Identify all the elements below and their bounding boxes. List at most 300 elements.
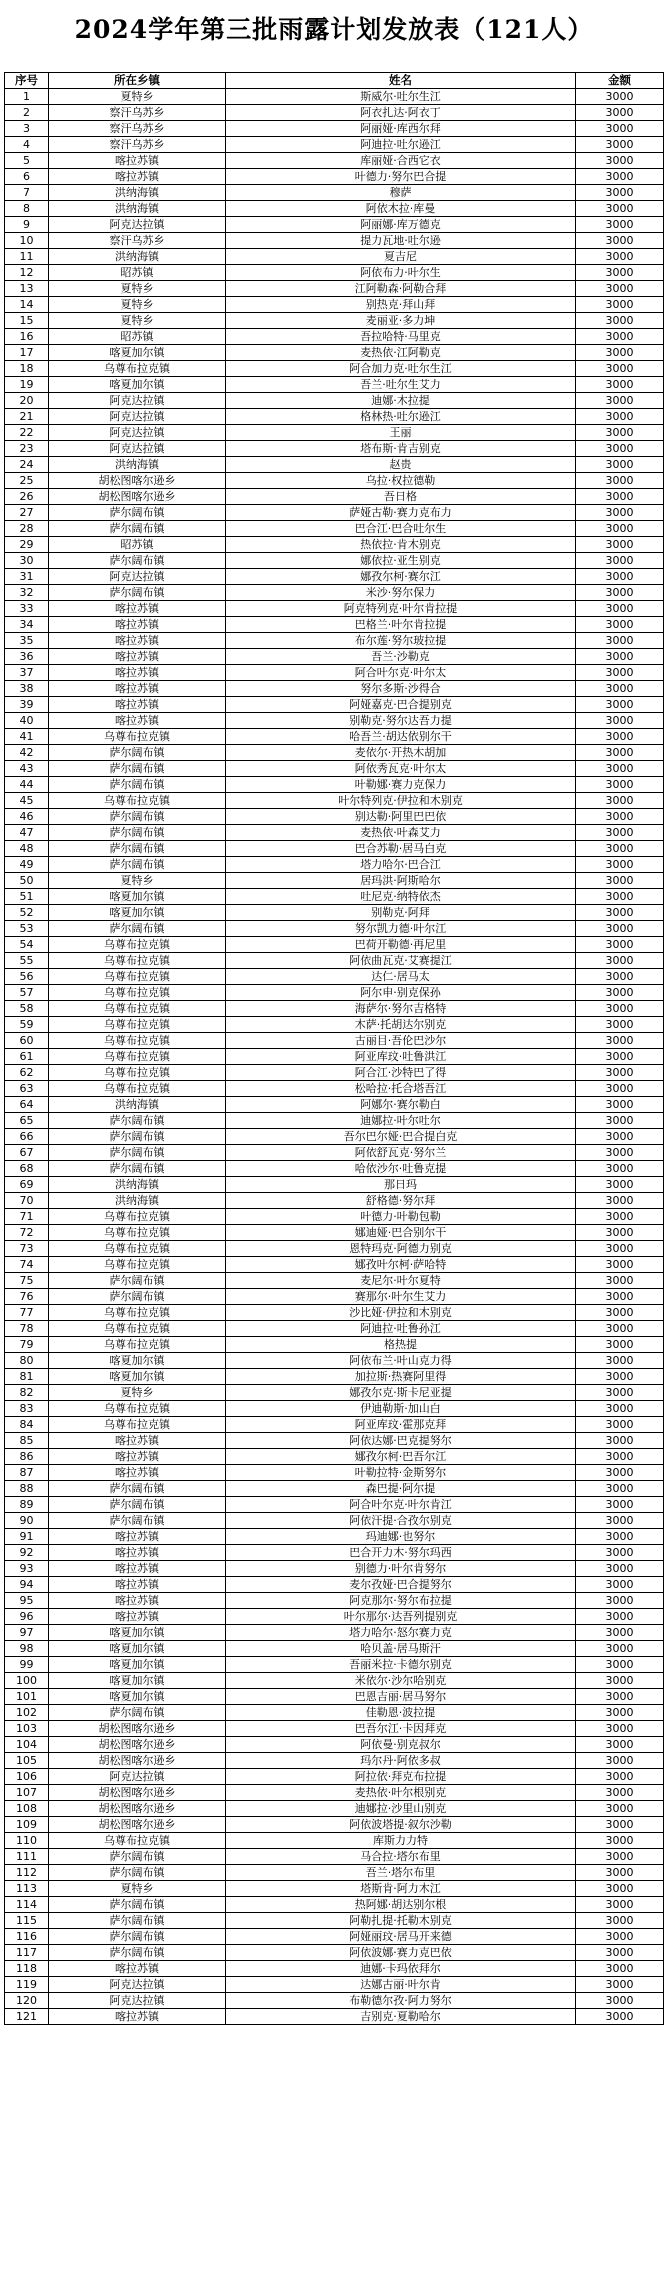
row-amount: 3000 <box>576 1929 664 1945</box>
row-name: 阿丽娅·库西尔拜 <box>226 121 576 137</box>
row-name: 古丽目·吾伦巴沙尔 <box>226 1033 576 1049</box>
row-amount: 3000 <box>576 569 664 585</box>
row-name: 吾兰·吐尔生艾力 <box>226 377 576 393</box>
row-name: 居玛洪·阿斯哈尔 <box>226 873 576 889</box>
row-amount: 3000 <box>576 1673 664 1689</box>
row-amount: 3000 <box>576 665 664 681</box>
row-number: 41 <box>5 729 49 745</box>
table-row <box>5 1401 664 1417</box>
row-name: 塔斯肯·阿力木江 <box>226 1881 576 1897</box>
row-name: 叶勒拉特·金斯努尔 <box>226 1465 576 1481</box>
table-row <box>5 921 664 937</box>
table-row <box>5 1049 664 1065</box>
row-amount: 3000 <box>576 1065 664 1081</box>
row-amount: 3000 <box>576 1721 664 1737</box>
row-town: 萨尔阔布镇 <box>49 521 226 537</box>
row-number: 109 <box>5 1817 49 1833</box>
row-number: 47 <box>5 825 49 841</box>
row-town: 萨尔阔布镇 <box>49 921 226 937</box>
row-number: 78 <box>5 1321 49 1337</box>
row-name: 格热提 <box>226 1337 576 1353</box>
row-amount: 3000 <box>576 1449 664 1465</box>
table-row <box>5 1209 664 1225</box>
row-name: 热阿娜·胡达别尔根 <box>226 1897 576 1913</box>
row-town: 喀夏加尔镇 <box>49 905 226 921</box>
row-amount: 3000 <box>576 1241 664 1257</box>
row-amount: 3000 <box>576 425 664 441</box>
row-name: 吾兰·塔尔布里 <box>226 1865 576 1881</box>
row-name: 叶德力·叶勒包勒 <box>226 1209 576 1225</box>
table-row <box>5 825 664 841</box>
row-number: 102 <box>5 1705 49 1721</box>
row-name: 阿娜尔·赛尔勒白 <box>226 1097 576 1113</box>
row-name: 阿克那尔·努尔布拉提 <box>226 1593 576 1609</box>
row-number: 99 <box>5 1657 49 1673</box>
table-row <box>5 121 664 137</box>
row-town: 萨尔阔布镇 <box>49 1865 226 1881</box>
row-number: 98 <box>5 1641 49 1657</box>
table-row <box>5 281 664 297</box>
row-number: 21 <box>5 409 49 425</box>
row-number: 101 <box>5 1689 49 1705</box>
table-row <box>5 953 664 969</box>
row-number: 8 <box>5 201 49 217</box>
row-town: 喀拉苏镇 <box>49 1433 226 1449</box>
row-town: 萨尔阔布镇 <box>49 1929 226 1945</box>
row-amount: 3000 <box>576 489 664 505</box>
row-name: 麦热依·江阿勒克 <box>226 345 576 361</box>
row-town: 喀拉苏镇 <box>49 665 226 681</box>
table-row <box>5 537 664 553</box>
row-name: 叶尔那尔·达吾列提别克 <box>226 1609 576 1625</box>
row-number: 67 <box>5 1145 49 1161</box>
row-number: 119 <box>5 1977 49 1993</box>
row-town: 萨尔阔布镇 <box>49 1129 226 1145</box>
row-name: 哈吾兰·胡达依别尔干 <box>226 729 576 745</box>
row-amount: 3000 <box>576 1705 664 1721</box>
row-amount: 3000 <box>576 681 664 697</box>
row-name: 吉别克·夏勒哈尔 <box>226 2009 576 2025</box>
row-town: 喀夏加尔镇 <box>49 1353 226 1369</box>
table-row <box>5 745 664 761</box>
row-number: 76 <box>5 1289 49 1305</box>
row-name: 阿娅嘉克·巴合提别克 <box>226 697 576 713</box>
table-row <box>5 601 664 617</box>
row-number: 24 <box>5 457 49 473</box>
row-number: 10 <box>5 233 49 249</box>
row-town: 乌尊布拉克镇 <box>49 1337 226 1353</box>
row-town: 喀拉苏镇 <box>49 1577 226 1593</box>
table-row <box>5 217 664 233</box>
row-town: 阿克达拉镇 <box>49 409 226 425</box>
table-row <box>5 377 664 393</box>
table-row <box>5 937 664 953</box>
row-amount: 3000 <box>576 1737 664 1753</box>
row-number: 90 <box>5 1513 49 1529</box>
row-name: 阿依秀瓦克·叶尔太 <box>226 761 576 777</box>
row-amount: 3000 <box>576 377 664 393</box>
row-name: 阿尔申·别克保孙 <box>226 985 576 1001</box>
table-row <box>5 1593 664 1609</box>
row-name: 阿依波娜·赛力克巴依 <box>226 1945 576 1961</box>
row-name: 娜孜叶尔柯·萨哈特 <box>226 1257 576 1273</box>
table-row <box>5 1225 664 1241</box>
row-number: 9 <box>5 217 49 233</box>
row-town: 洪纳海镇 <box>49 1097 226 1113</box>
row-town: 夏特乡 <box>49 89 226 105</box>
table-row <box>5 1337 664 1353</box>
row-number: 95 <box>5 1593 49 1609</box>
row-amount: 3000 <box>576 89 664 105</box>
row-name: 乌拉·权拉德勒 <box>226 473 576 489</box>
row-number: 113 <box>5 1881 49 1897</box>
row-amount: 3000 <box>576 1177 664 1193</box>
row-name: 叶勒娜·赛力克保力 <box>226 777 576 793</box>
row-name: 塔力哈尔·巴合江 <box>226 857 576 873</box>
row-amount: 3000 <box>576 1561 664 1577</box>
row-name: 努尔多斯·沙得合 <box>226 681 576 697</box>
row-town: 阿克达拉镇 <box>49 1769 226 1785</box>
table-row <box>5 681 664 697</box>
row-amount: 3000 <box>576 1945 664 1961</box>
table-row <box>5 649 664 665</box>
table-row <box>5 841 664 857</box>
table-row <box>5 1177 664 1193</box>
row-name: 松哈拉·托合塔吾江 <box>226 1081 576 1097</box>
header-no: 序号 <box>5 73 49 89</box>
row-name: 达娜古丽·叶尔肯 <box>226 1977 576 1993</box>
row-number: 32 <box>5 585 49 601</box>
row-number: 97 <box>5 1625 49 1641</box>
row-amount: 3000 <box>576 1497 664 1513</box>
row-name: 森巴提·阿尔提 <box>226 1481 576 1497</box>
row-number: 70 <box>5 1193 49 1209</box>
row-number: 108 <box>5 1801 49 1817</box>
table-row <box>5 1929 664 1945</box>
row-amount: 3000 <box>576 1513 664 1529</box>
table-row <box>5 185 664 201</box>
row-amount: 3000 <box>576 1369 664 1385</box>
row-amount: 3000 <box>576 233 664 249</box>
table-row <box>5 1273 664 1289</box>
row-town: 乌尊布拉克镇 <box>49 1209 226 1225</box>
row-name: 巴荷开勒德·再尼里 <box>226 937 576 953</box>
table-row <box>5 1017 664 1033</box>
row-amount: 3000 <box>576 1753 664 1769</box>
row-town: 萨尔阔布镇 <box>49 761 226 777</box>
row-number: 62 <box>5 1065 49 1081</box>
row-amount: 3000 <box>576 1097 664 1113</box>
table-row <box>5 457 664 473</box>
row-town: 乌尊布拉克镇 <box>49 793 226 809</box>
row-number: 84 <box>5 1417 49 1433</box>
row-name: 米沙·努尔保力 <box>226 585 576 601</box>
row-town: 洪纳海镇 <box>49 185 226 201</box>
row-name: 巴恩吉丽·居马努尔 <box>226 1689 576 1705</box>
row-amount: 3000 <box>576 105 664 121</box>
row-name: 迪娜·卡玛依拜尔 <box>226 1961 576 1977</box>
table-row <box>5 761 664 777</box>
row-amount: 3000 <box>576 617 664 633</box>
row-name: 阿依布力·叶尔生 <box>226 265 576 281</box>
row-name: 麦丽亚·多力坤 <box>226 313 576 329</box>
row-town: 夏特乡 <box>49 1385 226 1401</box>
table-row <box>5 153 664 169</box>
row-number: 39 <box>5 697 49 713</box>
row-town: 胡松图喀尔逊乡 <box>49 1817 226 1833</box>
row-amount: 3000 <box>576 745 664 761</box>
table-row <box>5 1577 664 1593</box>
row-amount: 3000 <box>576 217 664 233</box>
table-row <box>5 2009 664 2025</box>
row-amount: 3000 <box>576 281 664 297</box>
row-amount: 3000 <box>576 1609 664 1625</box>
row-number: 42 <box>5 745 49 761</box>
row-town: 喀拉苏镇 <box>49 1465 226 1481</box>
row-town: 阿克达拉镇 <box>49 1977 226 1993</box>
row-town: 乌尊布拉克镇 <box>49 729 226 745</box>
row-name: 娜依拉·亚生别克 <box>226 553 576 569</box>
row-number: 96 <box>5 1609 49 1625</box>
row-number: 54 <box>5 937 49 953</box>
row-amount: 3000 <box>576 313 664 329</box>
row-name: 麦热依·叶森艾力 <box>226 825 576 841</box>
row-amount: 3000 <box>576 1129 664 1145</box>
row-amount: 3000 <box>576 1529 664 1545</box>
table-row <box>5 1465 664 1481</box>
row-amount: 3000 <box>576 1801 664 1817</box>
row-number: 13 <box>5 281 49 297</box>
row-amount: 3000 <box>576 1433 664 1449</box>
row-amount: 3000 <box>576 937 664 953</box>
row-name: 阿依曲瓦克·艾赛提江 <box>226 953 576 969</box>
row-town: 阿克达拉镇 <box>49 441 226 457</box>
row-number: 12 <box>5 265 49 281</box>
row-town: 乌尊布拉克镇 <box>49 1033 226 1049</box>
row-town: 喀拉苏镇 <box>49 681 226 697</box>
table-row <box>5 1449 664 1465</box>
table-row <box>5 729 664 745</box>
table-row <box>5 569 664 585</box>
row-name: 玛迪娜·也努尔 <box>226 1529 576 1545</box>
row-number: 104 <box>5 1737 49 1753</box>
row-name: 塔布斯·肯吉别克 <box>226 441 576 457</box>
row-number: 15 <box>5 313 49 329</box>
row-amount: 3000 <box>576 1993 664 2009</box>
row-number: 89 <box>5 1497 49 1513</box>
table-row <box>5 1737 664 1753</box>
table-row <box>5 329 664 345</box>
row-name: 努尔凯力德·叶尔江 <box>226 921 576 937</box>
row-number: 27 <box>5 505 49 521</box>
row-number: 61 <box>5 1049 49 1065</box>
row-number: 31 <box>5 569 49 585</box>
row-town: 萨尔阔布镇 <box>49 505 226 521</box>
row-number: 38 <box>5 681 49 697</box>
table-row <box>5 585 664 601</box>
row-town: 喀夏加尔镇 <box>49 345 226 361</box>
table-row <box>5 1801 664 1817</box>
row-town: 喀拉苏镇 <box>49 1593 226 1609</box>
row-number: 56 <box>5 969 49 985</box>
table-row <box>5 1257 664 1273</box>
row-name: 佳勒恩·波拉提 <box>226 1705 576 1721</box>
row-name: 叶德力·努尔巴合提 <box>226 169 576 185</box>
row-number: 69 <box>5 1177 49 1193</box>
row-amount: 3000 <box>576 873 664 889</box>
row-amount: 3000 <box>576 121 664 137</box>
table-row <box>5 713 664 729</box>
row-number: 49 <box>5 857 49 873</box>
row-number: 35 <box>5 633 49 649</box>
table-row <box>5 505 664 521</box>
row-town: 察汗乌苏乡 <box>49 233 226 249</box>
row-name: 巴吾尔江·卡因拜克 <box>226 1721 576 1737</box>
row-number: 17 <box>5 345 49 361</box>
row-town: 乌尊布拉克镇 <box>49 1017 226 1033</box>
row-amount: 3000 <box>576 1401 664 1417</box>
table-row <box>5 1641 664 1657</box>
row-town: 萨尔阔布镇 <box>49 1161 226 1177</box>
row-town: 喀夏加尔镇 <box>49 1641 226 1657</box>
table-row <box>5 1753 664 1769</box>
row-town: 喀拉苏镇 <box>49 1529 226 1545</box>
row-amount: 3000 <box>576 153 664 169</box>
table-row <box>5 1529 664 1545</box>
row-amount: 3000 <box>576 2009 664 2025</box>
row-amount: 3000 <box>576 1913 664 1929</box>
row-number: 120 <box>5 1993 49 2009</box>
row-town: 喀夏加尔镇 <box>49 1657 226 1673</box>
row-amount: 3000 <box>576 1001 664 1017</box>
row-amount: 3000 <box>576 201 664 217</box>
row-amount: 3000 <box>576 1961 664 1977</box>
row-number: 53 <box>5 921 49 937</box>
row-town: 胡松图喀尔逊乡 <box>49 1737 226 1753</box>
row-number: 85 <box>5 1433 49 1449</box>
row-town: 胡松图喀尔逊乡 <box>49 473 226 489</box>
row-number: 65 <box>5 1113 49 1129</box>
row-amount: 3000 <box>576 1353 664 1369</box>
row-number: 71 <box>5 1209 49 1225</box>
row-number: 2 <box>5 105 49 121</box>
row-number: 28 <box>5 521 49 537</box>
table-row <box>5 1945 664 1961</box>
row-name: 阿合加力克·吐尔生江 <box>226 361 576 377</box>
row-town: 萨尔阔布镇 <box>49 857 226 873</box>
row-town: 萨尔阔布镇 <box>49 1913 226 1929</box>
row-name: 阿合叶尔克·叶尔太 <box>226 665 576 681</box>
row-name: 王丽 <box>226 425 576 441</box>
row-name: 江阿勒森·阿勒合拜 <box>226 281 576 297</box>
table-row <box>5 169 664 185</box>
row-town: 乌尊布拉克镇 <box>49 937 226 953</box>
row-amount: 3000 <box>576 185 664 201</box>
row-amount: 3000 <box>576 985 664 1001</box>
row-name: 赵贵 <box>226 457 576 473</box>
row-amount: 3000 <box>576 1545 664 1561</box>
row-town: 萨尔阔布镇 <box>49 1945 226 1961</box>
row-town: 洪纳海镇 <box>49 249 226 265</box>
row-number: 1 <box>5 89 49 105</box>
row-town: 萨尔阔布镇 <box>49 1705 226 1721</box>
row-name: 阿依舒瓦克·努尔兰 <box>226 1145 576 1161</box>
row-amount: 3000 <box>576 1593 664 1609</box>
row-name: 巴合开力木·努尔玛西 <box>226 1545 576 1561</box>
table-row <box>5 1609 664 1625</box>
table-row <box>5 1865 664 1881</box>
row-amount: 3000 <box>576 1625 664 1641</box>
row-number: 4 <box>5 137 49 153</box>
row-number: 106 <box>5 1769 49 1785</box>
row-name: 阿拉依·拜克布拉提 <box>226 1769 576 1785</box>
table-row <box>5 809 664 825</box>
row-town: 喀拉苏镇 <box>49 633 226 649</box>
table-row <box>5 1721 664 1737</box>
row-amount: 3000 <box>576 521 664 537</box>
table-row <box>5 1385 664 1401</box>
row-town: 乌尊布拉克镇 <box>49 969 226 985</box>
row-amount: 3000 <box>576 1209 664 1225</box>
row-name: 布尔莲·努尔玻拉提 <box>226 633 576 649</box>
row-amount: 3000 <box>576 441 664 457</box>
table-row <box>5 265 664 281</box>
row-town: 阿克达拉镇 <box>49 217 226 233</box>
table-row <box>5 1113 664 1129</box>
row-name: 娜迪娅·巴合别尔干 <box>226 1225 576 1241</box>
row-town: 夏特乡 <box>49 313 226 329</box>
table-row <box>5 889 664 905</box>
table-row <box>5 777 664 793</box>
row-town: 萨尔阔布镇 <box>49 1497 226 1513</box>
row-town: 阿克达拉镇 <box>49 1993 226 2009</box>
row-town: 察汗乌苏乡 <box>49 121 226 137</box>
table-row <box>5 873 664 889</box>
row-name: 阿依木拉·库曼 <box>226 201 576 217</box>
row-name: 舒格德·努尔拜 <box>226 1193 576 1209</box>
row-name: 达仁·居马太 <box>226 969 576 985</box>
row-number: 117 <box>5 1945 49 1961</box>
row-name: 迪娜拉·叶尔吐尔 <box>226 1113 576 1129</box>
row-number: 110 <box>5 1833 49 1849</box>
row-town: 喀夏加尔镇 <box>49 377 226 393</box>
row-amount: 3000 <box>576 1193 664 1209</box>
table-row <box>5 665 664 681</box>
row-number: 30 <box>5 553 49 569</box>
row-amount: 3000 <box>576 889 664 905</box>
row-town: 胡松图喀尔逊乡 <box>49 1785 226 1801</box>
table-row <box>5 1625 664 1641</box>
row-amount: 3000 <box>576 1305 664 1321</box>
row-name: 别勒克·阿拜 <box>226 905 576 921</box>
table-row <box>5 857 664 873</box>
row-town: 萨尔阔布镇 <box>49 553 226 569</box>
table-row <box>5 1001 664 1017</box>
row-amount: 3000 <box>576 1417 664 1433</box>
row-amount: 3000 <box>576 969 664 985</box>
row-amount: 3000 <box>576 1113 664 1129</box>
row-name: 马合拉·塔尔布里 <box>226 1849 576 1865</box>
table-row <box>5 313 664 329</box>
row-town: 喀拉苏镇 <box>49 649 226 665</box>
table-header-row <box>5 73 664 89</box>
table-row <box>5 1369 664 1385</box>
row-number: 43 <box>5 761 49 777</box>
row-number: 22 <box>5 425 49 441</box>
row-name: 阿勒扎提·托勒木别克 <box>226 1913 576 1929</box>
row-number: 45 <box>5 793 49 809</box>
row-town: 喀拉苏镇 <box>49 2009 226 2025</box>
